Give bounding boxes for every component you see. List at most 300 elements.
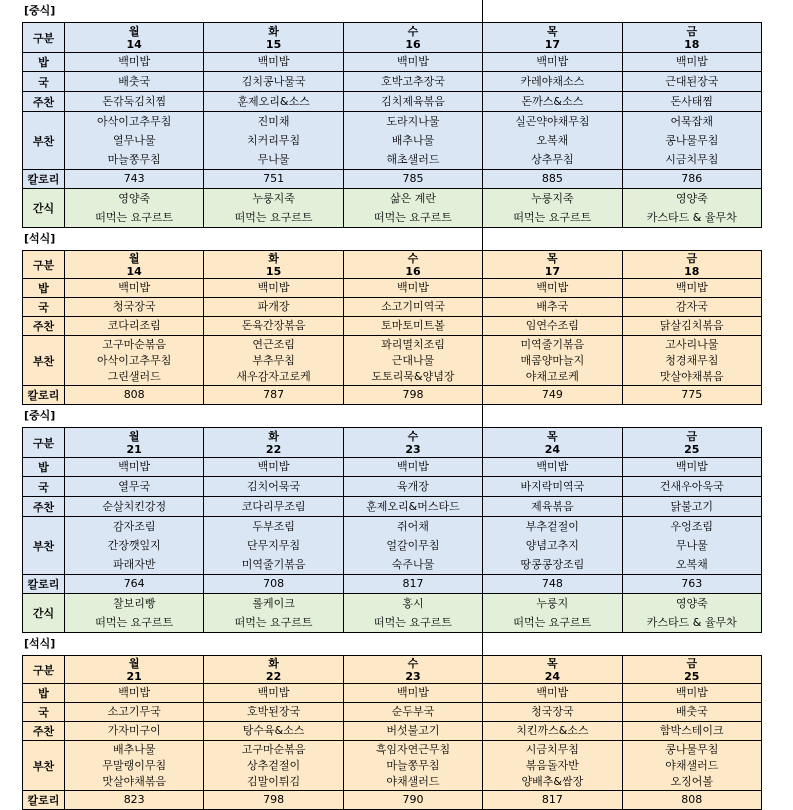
side-dish: 도토리묵&양념장 bbox=[371, 369, 455, 383]
snack-cell bbox=[483, 594, 622, 633]
side-dish: 고구마순볶음 bbox=[241, 742, 306, 756]
side-dish: 진미채 bbox=[257, 115, 290, 128]
section-label: [중식] bbox=[24, 409, 56, 422]
snack-cell bbox=[483, 189, 622, 228]
side-dish: 치커리무침 bbox=[247, 134, 301, 147]
soup-cell: 배춧국 bbox=[65, 72, 204, 92]
side-dish-cell bbox=[204, 336, 343, 386]
day-name: 금 bbox=[686, 656, 698, 670]
side-dish-cell bbox=[622, 112, 761, 170]
main-dish-cell: 코다리조림 bbox=[65, 317, 204, 336]
day-header bbox=[622, 251, 761, 279]
lunch-table-week1 bbox=[22, 22, 762, 189]
row-header: 칼로리 bbox=[23, 386, 65, 405]
side-dish: 배추나물 bbox=[391, 134, 435, 147]
rice-cell: 백미밥 bbox=[204, 684, 343, 703]
main-dish-cell: 돈사태찜 bbox=[622, 92, 761, 112]
main-dish-cell: 토마토미트볼 bbox=[343, 317, 482, 336]
day-number: 17 bbox=[544, 37, 561, 51]
side-dish: 그린샐러드 bbox=[107, 369, 161, 383]
soup-cell: 바지락미역국 bbox=[483, 477, 622, 497]
main-dish-cell: 김치제육볶음 bbox=[343, 92, 482, 112]
row-header: 구분 bbox=[23, 656, 65, 684]
side-dish-cell bbox=[622, 517, 761, 575]
snack-item: 홍시 bbox=[402, 597, 424, 610]
soup-cell: 청국장국 bbox=[65, 298, 204, 317]
side-dish: 무말랭이무침 bbox=[102, 758, 167, 772]
rice-cell: 백미밥 bbox=[483, 458, 622, 477]
snack-item: 떠먹는 요구르트 bbox=[95, 211, 174, 224]
snack-table-week2 bbox=[22, 594, 762, 633]
side-dish-cell bbox=[483, 336, 622, 386]
side-dish: 콩나물무침 bbox=[665, 134, 719, 147]
main-dish-cell: 탕수육&소스 bbox=[204, 722, 343, 741]
row-header: 칼로리 bbox=[23, 791, 65, 810]
side-dish-cell bbox=[343, 741, 482, 791]
day-name: 금 bbox=[686, 251, 698, 265]
side-dish: 양념고추지 bbox=[525, 539, 579, 552]
day-header bbox=[204, 656, 343, 684]
soup-cell: 파개장 bbox=[204, 298, 343, 317]
section-label: [석식] bbox=[24, 637, 56, 650]
main-row bbox=[23, 722, 762, 741]
main-dish-cell: 가자미구이 bbox=[65, 722, 204, 741]
day-number: 14 bbox=[126, 264, 142, 278]
soup-row bbox=[23, 477, 762, 497]
day-name: 금 bbox=[686, 429, 698, 443]
calorie-cell: 775 bbox=[622, 386, 761, 405]
side-dish: 맛살야채볶음 bbox=[659, 369, 724, 383]
day-header bbox=[204, 251, 343, 279]
row-header: 부찬 bbox=[23, 741, 65, 791]
side-dish: 고사리나물 bbox=[665, 337, 719, 351]
main-dish-cell: 돈까스&소스 bbox=[483, 92, 622, 112]
row-header: 간식 bbox=[23, 594, 65, 633]
section-title-dinner-week1 bbox=[22, 228, 762, 250]
day-name: 화 bbox=[268, 251, 279, 265]
main-row bbox=[23, 317, 762, 336]
calorie-cell: 817 bbox=[343, 575, 482, 594]
day-name: 화 bbox=[268, 24, 279, 38]
side-dish: 우엉조림 bbox=[670, 520, 714, 533]
day-number: 22 bbox=[265, 442, 282, 456]
side-dish: 두부조림 bbox=[252, 520, 295, 533]
side-dish-cell bbox=[65, 336, 204, 386]
row-header: 국 bbox=[23, 703, 65, 722]
row-header: 주찬 bbox=[23, 497, 65, 517]
snack-item: 누룽지죽 bbox=[531, 192, 574, 205]
snack-item: 떠먹는 요구르트 bbox=[513, 616, 592, 629]
soup-cell: 카레야채소스 bbox=[483, 72, 622, 92]
day-name: 월 bbox=[128, 656, 140, 670]
side-dish: 부추무침 bbox=[252, 353, 295, 367]
day-number: 25 bbox=[684, 442, 700, 456]
side-dish-cell bbox=[483, 112, 622, 170]
day-number: 17 bbox=[544, 264, 561, 278]
day-name: 목 bbox=[547, 24, 558, 38]
row-header: 간식 bbox=[23, 189, 65, 228]
rice-cell: 백미밥 bbox=[204, 458, 343, 477]
soup-cell: 건새우아욱국 bbox=[622, 477, 761, 497]
side-dish: 김말이튀김 bbox=[247, 774, 301, 788]
day-number: 16 bbox=[405, 37, 421, 51]
row-header: 밥 bbox=[23, 458, 65, 477]
day-header bbox=[343, 23, 482, 53]
soup-cell: 순두부국 bbox=[343, 703, 482, 722]
day-number: 18 bbox=[684, 37, 700, 51]
main-dish-cell: 돈갂둑김치찜 bbox=[65, 92, 204, 112]
side-dish: 꽈리멸치조림 bbox=[381, 337, 445, 351]
side-dish-cell bbox=[65, 517, 204, 575]
side-dish: 실곤약야채무침 bbox=[515, 115, 590, 128]
calorie-cell: 885 bbox=[483, 170, 622, 189]
calorie-cell: 787 bbox=[204, 386, 343, 405]
rice-cell: 백미밥 bbox=[622, 279, 761, 298]
day-number: 24 bbox=[544, 669, 561, 683]
rice-row bbox=[23, 684, 762, 703]
soup-cell: 배추국 bbox=[483, 298, 622, 317]
snack-item: 떠먹는 요구르트 bbox=[234, 616, 313, 629]
snack-item: 떠먹는 요구르트 bbox=[513, 211, 592, 224]
snack-item: 떠먹는 요구르트 bbox=[234, 211, 313, 224]
side-dish: 아삭이고추무침 bbox=[97, 353, 172, 367]
rice-cell: 백미밥 bbox=[483, 53, 622, 72]
day-header bbox=[622, 428, 761, 458]
row-header: 부찬 bbox=[23, 112, 65, 170]
snack-cell bbox=[343, 594, 482, 633]
side-row bbox=[23, 336, 762, 386]
snack-cell bbox=[622, 594, 761, 633]
snack-table-week1 bbox=[22, 189, 762, 228]
day-number: 21 bbox=[126, 669, 142, 683]
soup-cell: 청국장국 bbox=[483, 703, 622, 722]
side-dish: 시금치무침 bbox=[525, 742, 579, 756]
side-dish-cell bbox=[343, 336, 482, 386]
row-header: 구분 bbox=[23, 251, 65, 279]
calorie-cell: 751 bbox=[204, 170, 343, 189]
day-header bbox=[65, 428, 204, 458]
main-dish-cell: 훈제오리&머스타드 bbox=[343, 497, 482, 517]
day-number: 21 bbox=[126, 442, 142, 456]
header-row bbox=[23, 428, 762, 458]
day-header bbox=[622, 23, 761, 53]
day-name: 목 bbox=[547, 251, 558, 265]
rice-cell: 백미밥 bbox=[622, 458, 761, 477]
rice-cell: 백미밥 bbox=[65, 53, 204, 72]
rice-cell: 백미밥 bbox=[483, 684, 622, 703]
section-label: [석식] bbox=[24, 232, 56, 245]
header-row bbox=[23, 656, 762, 684]
day-header bbox=[483, 656, 622, 684]
calorie-cell: 749 bbox=[483, 386, 622, 405]
day-name: 목 bbox=[547, 656, 558, 670]
day-name: 목 bbox=[547, 429, 558, 443]
side-dish-cell bbox=[483, 517, 622, 575]
day-header bbox=[65, 23, 204, 53]
day-number: 14 bbox=[126, 37, 142, 51]
side-dish: 콩나물무침 bbox=[665, 742, 719, 756]
day-name: 월 bbox=[128, 251, 140, 265]
soup-cell: 김치콩나물국 bbox=[204, 72, 343, 92]
side-dish: 미역줄기볶음 bbox=[520, 337, 585, 351]
snack-cell bbox=[65, 189, 204, 228]
calorie-row bbox=[23, 386, 762, 405]
day-number: 18 bbox=[684, 264, 700, 278]
side-dish: 야채고로케 bbox=[525, 369, 579, 383]
side-row bbox=[23, 112, 762, 170]
day-header bbox=[483, 428, 622, 458]
side-dish: 아삭이고추무침 bbox=[97, 115, 172, 128]
calorie-row bbox=[23, 575, 762, 594]
snack-cell bbox=[65, 594, 204, 633]
main-dish-cell: 치킨까스&소스 bbox=[483, 722, 622, 741]
snack-row bbox=[23, 189, 762, 228]
side-row bbox=[23, 741, 762, 791]
side-dish-cell bbox=[204, 517, 343, 575]
side-dish: 오복채 bbox=[675, 558, 708, 571]
side-dish-cell bbox=[204, 112, 343, 170]
side-dish: 볶음돌자반 bbox=[525, 758, 579, 772]
soup-cell: 열무국 bbox=[65, 477, 204, 497]
snack-cell bbox=[622, 189, 761, 228]
rice-cell: 백미밥 bbox=[343, 458, 482, 477]
day-header bbox=[65, 251, 204, 279]
rice-cell: 백미밥 bbox=[65, 279, 204, 298]
main-row bbox=[23, 497, 762, 517]
soup-cell: 근대된장국 bbox=[622, 72, 761, 92]
section-title-lunch-week2 bbox=[22, 405, 762, 427]
calorie-cell: 763 bbox=[622, 575, 761, 594]
rice-cell: 백미밥 bbox=[343, 279, 482, 298]
row-header: 구분 bbox=[23, 23, 65, 53]
row-header: 밥 bbox=[23, 53, 65, 72]
row-header: 부찬 bbox=[23, 517, 65, 575]
row-header: 칼로리 bbox=[23, 575, 65, 594]
row-header: 국 bbox=[23, 298, 65, 317]
day-name: 수 bbox=[407, 251, 419, 265]
soup-row bbox=[23, 298, 762, 317]
day-name: 금 bbox=[686, 24, 698, 38]
row-header: 부찬 bbox=[23, 336, 65, 386]
day-header bbox=[622, 656, 761, 684]
calorie-cell: 808 bbox=[65, 386, 204, 405]
side-dish: 부추겉절이 bbox=[525, 520, 579, 533]
side-dish-cell bbox=[483, 741, 622, 791]
day-header bbox=[204, 428, 343, 458]
day-header bbox=[483, 23, 622, 53]
header-row bbox=[23, 251, 762, 279]
row-header: 구분 bbox=[23, 428, 65, 458]
day-header bbox=[483, 251, 622, 279]
side-dish: 감자조림 bbox=[112, 520, 156, 533]
soup-cell: 호박고추장국 bbox=[343, 72, 482, 92]
soup-row bbox=[23, 72, 762, 92]
rice-cell: 백미밥 bbox=[622, 684, 761, 703]
row-header: 주찬 bbox=[23, 317, 65, 336]
dinner-table-week1 bbox=[22, 250, 762, 405]
day-header bbox=[343, 428, 482, 458]
side-dish: 숙주나물 bbox=[391, 558, 435, 571]
side-dish: 양배추&쌈장 bbox=[521, 774, 584, 788]
main-dish-cell: 닭불고기 bbox=[622, 497, 761, 517]
main-dish-cell: 닭살김치볶음 bbox=[622, 317, 761, 336]
rice-cell: 백미밥 bbox=[204, 279, 343, 298]
day-number: 23 bbox=[405, 442, 421, 456]
snack-row bbox=[23, 594, 762, 633]
side-dish: 도라지나물 bbox=[386, 115, 440, 128]
calorie-cell: 708 bbox=[204, 575, 343, 594]
side-dish: 청경채무침 bbox=[665, 353, 719, 367]
soup-cell: 감자국 bbox=[622, 298, 761, 317]
lunch-table-week2 bbox=[22, 427, 762, 594]
soup-row bbox=[23, 703, 762, 722]
snack-item: 카스타드 & 율무차 bbox=[646, 211, 737, 224]
soup-cell: 호박된장국 bbox=[204, 703, 343, 722]
snack-item: 떠먹는 요구르트 bbox=[95, 616, 174, 629]
calorie-cell: 790 bbox=[343, 791, 482, 810]
rice-cell: 백미밥 bbox=[343, 684, 482, 703]
side-dish-cell bbox=[343, 112, 482, 170]
main-dish-cell: 코다리무조림 bbox=[204, 497, 343, 517]
main-row bbox=[23, 92, 762, 112]
day-number: 15 bbox=[265, 264, 282, 278]
side-dish: 무나물 bbox=[675, 539, 708, 552]
side-dish: 상추무침 bbox=[531, 153, 574, 166]
side-dish-cell bbox=[65, 741, 204, 791]
row-header: 밥 bbox=[23, 684, 65, 703]
calorie-cell: 785 bbox=[343, 170, 482, 189]
calorie-cell: 743 bbox=[65, 170, 204, 189]
snack-cell bbox=[343, 189, 482, 228]
snack-item: 영양죽 bbox=[118, 192, 151, 205]
day-name: 화 bbox=[268, 429, 279, 443]
dinner-table-week2 bbox=[22, 655, 762, 810]
side-dish-cell bbox=[622, 336, 761, 386]
section-title-lunch-week1 bbox=[22, 0, 762, 22]
side-dish: 얼갈이무침 bbox=[386, 539, 440, 552]
rice-cell: 백미밥 bbox=[65, 684, 204, 703]
calorie-cell: 786 bbox=[622, 170, 761, 189]
day-number: 22 bbox=[265, 669, 282, 683]
side-dish: 땅콩콩장조림 bbox=[520, 558, 585, 571]
snack-item: 롤케이크 bbox=[252, 597, 295, 610]
main-dish-cell: 돈육간장볶음 bbox=[204, 317, 343, 336]
side-dish: 무나물 bbox=[257, 153, 290, 166]
side-dish: 흑임자연근무침 bbox=[375, 742, 451, 756]
main-dish-cell: 제육볶음 bbox=[483, 497, 622, 517]
calorie-cell: 817 bbox=[483, 791, 622, 810]
side-dish: 근대나물 bbox=[391, 353, 435, 367]
day-name: 수 bbox=[407, 24, 419, 38]
side-dish: 매콤양마늘지 bbox=[520, 353, 585, 367]
rice-cell: 백미밥 bbox=[65, 458, 204, 477]
side-dish: 시금치무침 bbox=[665, 153, 719, 166]
side-dish: 오징어볼 bbox=[670, 774, 714, 788]
side-dish: 맛살야채볶음 bbox=[102, 774, 167, 788]
side-dish-cell bbox=[343, 517, 482, 575]
main-dish-cell: 함박스테이크 bbox=[622, 722, 761, 741]
section-title-dinner-week2 bbox=[22, 633, 762, 655]
side-dish: 고구마순볶음 bbox=[102, 337, 167, 351]
calorie-row bbox=[23, 791, 762, 810]
side-dish: 단무지무침 bbox=[247, 539, 301, 552]
rice-cell: 백미밥 bbox=[622, 53, 761, 72]
rice-row bbox=[23, 279, 762, 298]
day-number: 23 bbox=[405, 669, 421, 683]
row-header: 국 bbox=[23, 477, 65, 497]
main-dish-cell: 버섯불고기 bbox=[343, 722, 482, 741]
snack-item: 누룽지죽 bbox=[252, 192, 295, 205]
row-header: 주찬 bbox=[23, 92, 65, 112]
side-dish: 간장깻잎지 bbox=[107, 539, 161, 552]
row-header: 주찬 bbox=[23, 722, 65, 741]
soup-cell: 김치어묵국 bbox=[204, 477, 343, 497]
soup-cell: 육개장 bbox=[343, 477, 482, 497]
side-dish: 파래자반 bbox=[112, 558, 156, 571]
day-header bbox=[343, 656, 482, 684]
side-dish: 연근조림 bbox=[252, 337, 295, 351]
soup-cell: 배춧국 bbox=[622, 703, 761, 722]
snack-item: 찰보리빵 bbox=[112, 597, 156, 610]
rice-row bbox=[23, 458, 762, 477]
snack-item: 떠먹는 요구르트 bbox=[374, 211, 452, 224]
row-header: 칼로리 bbox=[23, 170, 65, 189]
side-row bbox=[23, 517, 762, 575]
day-name: 월 bbox=[128, 24, 140, 38]
row-header: 밥 bbox=[23, 279, 65, 298]
day-number: 15 bbox=[265, 37, 282, 51]
snack-item: 삶은 계란 bbox=[389, 192, 436, 205]
rice-cell: 백미밥 bbox=[204, 53, 343, 72]
side-dish-cell bbox=[204, 741, 343, 791]
side-dish: 쥐어채 bbox=[397, 520, 429, 533]
snack-cell bbox=[204, 594, 343, 633]
side-dish: 어묵잡채 bbox=[670, 115, 714, 128]
side-dish: 새우감자고로케 bbox=[236, 369, 311, 383]
day-header bbox=[204, 23, 343, 53]
snack-cell bbox=[204, 189, 343, 228]
snack-item: 누룽지 bbox=[536, 597, 569, 610]
calorie-cell: 808 bbox=[622, 791, 761, 810]
header-row bbox=[23, 23, 762, 53]
day-name: 월 bbox=[128, 429, 140, 443]
main-dish-cell: 임연수조림 bbox=[483, 317, 622, 336]
day-name: 화 bbox=[268, 656, 279, 670]
side-dish-cell bbox=[65, 112, 204, 170]
soup-cell: 소고기미역국 bbox=[343, 298, 482, 317]
side-dish: 오복채 bbox=[536, 134, 569, 147]
side-dish: 마늘쫑무침 bbox=[386, 758, 440, 772]
side-dish: 미역줄기볶음 bbox=[241, 558, 306, 571]
calorie-row bbox=[23, 170, 762, 189]
day-number: 25 bbox=[684, 669, 700, 683]
snack-item: 영양죽 bbox=[675, 597, 708, 610]
side-dish: 배추나물 bbox=[112, 742, 156, 756]
side-dish: 마늘쫑무침 bbox=[107, 153, 161, 166]
calorie-cell: 748 bbox=[483, 575, 622, 594]
day-header bbox=[343, 251, 482, 279]
soup-cell: 소고기무국 bbox=[65, 703, 204, 722]
section-label: [중식] bbox=[24, 4, 56, 17]
side-dish-cell bbox=[622, 741, 761, 791]
day-header bbox=[65, 656, 204, 684]
side-dish: 해초샐러드 bbox=[386, 153, 440, 166]
main-dish-cell: 훈제오리&소스 bbox=[204, 92, 343, 112]
calorie-cell: 764 bbox=[65, 575, 204, 594]
day-number: 16 bbox=[405, 264, 421, 278]
day-number: 24 bbox=[544, 442, 561, 456]
side-dish: 열무나물 bbox=[112, 134, 156, 147]
